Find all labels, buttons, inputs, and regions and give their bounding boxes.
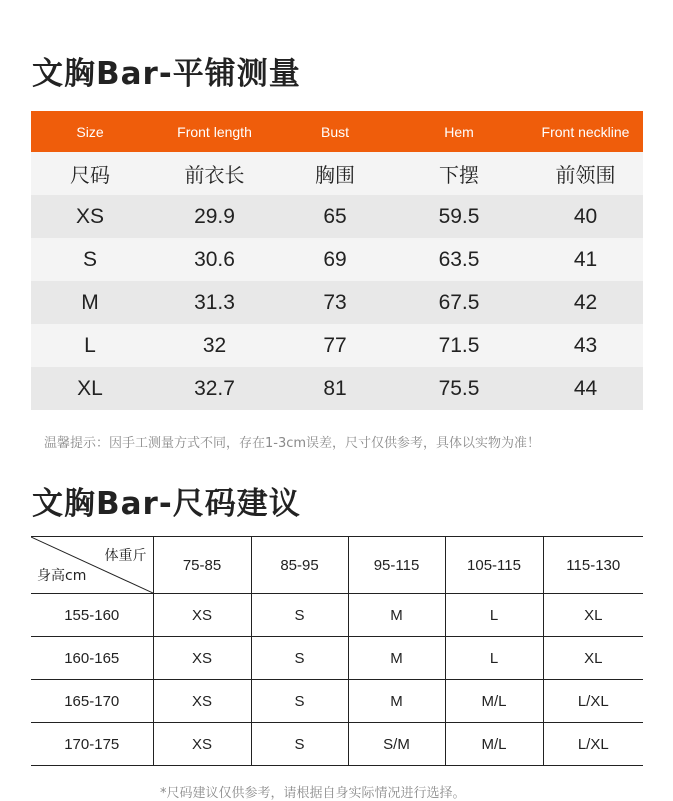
table-cell: 69 — [280, 238, 390, 281]
size-cell: S/M — [348, 723, 445, 766]
table-row — [31, 594, 643, 637]
header-zh-cell: 前衣长 — [149, 152, 280, 195]
measure-note: 温馨提示：因手工测量方式不同，存在1-3cm误差，尺寸仅供参考，具体以实物为准！ — [44, 436, 541, 451]
height-range: 160-165 — [31, 637, 153, 680]
table-row — [31, 680, 643, 723]
size-cell: XS — [153, 637, 251, 680]
header-en-cell: Bust — [280, 111, 390, 152]
size-cell: L/XL — [543, 680, 643, 723]
table-cell: 73 — [280, 281, 390, 324]
table-cell: 63.5 — [390, 238, 528, 281]
corner-cell — [31, 537, 153, 594]
table-cell: 31.3 — [149, 281, 280, 324]
table-cell: 77 — [280, 324, 390, 367]
weight-range: 115-130 — [543, 537, 643, 594]
size-suggestion-table — [31, 536, 643, 766]
header-en-cell: Size — [31, 111, 149, 152]
size-cell: M — [348, 594, 445, 637]
table-cell: 59.5 — [390, 195, 528, 238]
size-cell: L — [445, 637, 543, 680]
size-cell: S — [251, 637, 348, 680]
size-cell: S — [251, 594, 348, 637]
table-cell: 65 — [280, 195, 390, 238]
size-cell: M — [348, 637, 445, 680]
weight-range: 95-115 — [348, 537, 445, 594]
corner-weight-label: 体重斤 — [104, 548, 147, 564]
suggest-header-row — [31, 537, 643, 594]
size-cell: S — [251, 680, 348, 723]
table-row — [31, 723, 643, 766]
size-cell: M — [348, 680, 445, 723]
table-cell: 44 — [528, 367, 643, 410]
suggest-note: *尺码建议仅供参考，请根据自身实际情况进行选择。 — [160, 786, 466, 801]
size-cell: XS — [153, 680, 251, 723]
table-cell: XL — [31, 367, 149, 410]
measure-header-zh — [31, 152, 643, 195]
table-cell: 32 — [149, 324, 280, 367]
table-cell: 40 — [528, 195, 643, 238]
table-cell: 75.5 — [390, 367, 528, 410]
table-cell: 71.5 — [390, 324, 528, 367]
table-row — [31, 238, 643, 281]
table-row — [31, 195, 643, 238]
table-cell: 41 — [528, 238, 643, 281]
header-zh-cell: 尺码 — [31, 152, 149, 195]
measure-title: 文胸Bar-平铺测量 — [32, 56, 301, 92]
header-zh-cell: 胸围 — [280, 152, 390, 195]
table-cell: 30.6 — [149, 238, 280, 281]
suggest-title: 文胸Bar-尺码建议 — [32, 486, 301, 522]
table-cell: 29.9 — [149, 195, 280, 238]
weight-range: 85-95 — [251, 537, 348, 594]
weight-range: 75-85 — [153, 537, 251, 594]
table-cell: 67.5 — [390, 281, 528, 324]
header-en-cell: Front neckline — [528, 111, 643, 152]
size-cell: XS — [153, 594, 251, 637]
table-row — [31, 367, 643, 410]
header-en-cell: Hem — [390, 111, 528, 152]
size-cell: XL — [543, 637, 643, 680]
table-row — [31, 637, 643, 680]
table-cell: S — [31, 238, 149, 281]
table-cell: 43 — [528, 324, 643, 367]
size-cell: M/L — [445, 680, 543, 723]
table-cell: 81 — [280, 367, 390, 410]
table-cell: XS — [31, 195, 149, 238]
weight-range: 105-115 — [445, 537, 543, 594]
height-range: 155-160 — [31, 594, 153, 637]
table-cell: 32.7 — [149, 367, 280, 410]
header-zh-cell: 下摆 — [390, 152, 528, 195]
size-cell: L — [445, 594, 543, 637]
table-cell: M — [31, 281, 149, 324]
size-cell: S — [251, 723, 348, 766]
size-cell: XS — [153, 723, 251, 766]
table-row — [31, 324, 643, 367]
size-cell: M/L — [445, 723, 543, 766]
size-cell: L/XL — [543, 723, 643, 766]
measure-header-en — [31, 111, 643, 152]
measurement-table — [31, 111, 643, 410]
table-row — [31, 281, 643, 324]
size-cell: XL — [543, 594, 643, 637]
table-cell: 42 — [528, 281, 643, 324]
header-en-cell: Front length — [149, 111, 280, 152]
corner-height-label: 身高cm — [37, 568, 87, 584]
header-zh-cell: 前领围 — [528, 152, 643, 195]
height-range: 165-170 — [31, 680, 153, 723]
table-cell: L — [31, 324, 149, 367]
height-range: 170-175 — [31, 723, 153, 766]
